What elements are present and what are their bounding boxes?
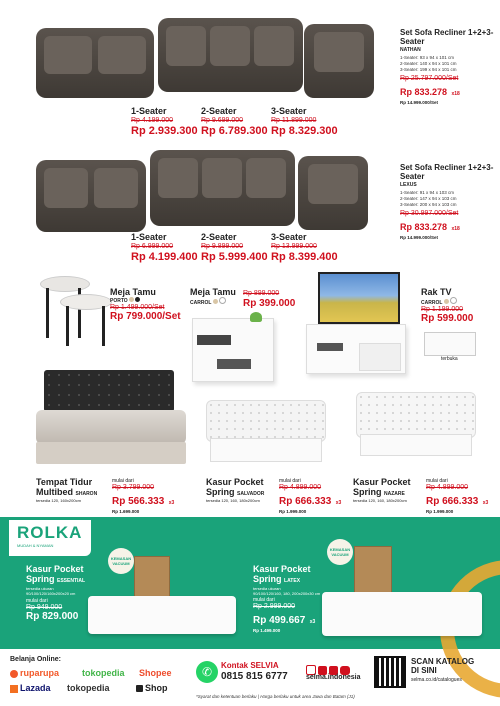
rolka-p1 xyxy=(26,564,85,622)
p1-size2: 90/100/120/160x200x20 cm xyxy=(26,591,76,596)
k1-t2: Spring xyxy=(206,487,235,497)
p1-old: Rp 949.000 xyxy=(26,604,63,611)
k1-new: Rp 666.333 xyxy=(279,496,332,507)
bed-old: Rp 3.799.000 xyxy=(112,484,155,491)
p2-t2: Spring xyxy=(253,574,282,584)
sofa2-3seater-image xyxy=(150,150,295,226)
lazada-icon xyxy=(10,685,18,693)
s2-i3-new: Rp 8.399.400 xyxy=(271,251,338,263)
social-handle: selma.indonesia xyxy=(306,674,361,681)
set1-inst: Rp 14.999.000/Set xyxy=(400,100,439,105)
p2-t1: Kasur Pocket xyxy=(253,564,311,574)
p1-from: mulai dari xyxy=(26,598,48,604)
p1-model: ESSENTIAL xyxy=(57,578,86,584)
set2-info xyxy=(400,163,495,240)
k2-new: Rp 666.333 xyxy=(426,496,479,507)
set1-old: Rp 25.797.000/Set xyxy=(400,75,459,82)
scan-title-1: SCAN KATALOG xyxy=(411,657,475,666)
porto-table-image xyxy=(40,276,110,346)
set2-dim-3: 3-Seater: 200 x 94 x 103 cm xyxy=(400,202,457,207)
sofa-3seater-image xyxy=(158,18,303,92)
set1-x: x18 xyxy=(451,91,460,97)
s2-i3-label: 3-Seater xyxy=(271,232,307,242)
tokopedia-link-1[interactable]: tokopedia xyxy=(82,668,125,678)
meja1-title: Meja Tamu xyxy=(110,287,156,297)
set1-dim-2: 2-Seater: 140 x 94 x 101 cm xyxy=(400,61,457,66)
sofa-1seater-image xyxy=(304,24,374,98)
bed-price xyxy=(112,478,174,514)
s2-i1-new: Rp 4.199.400 xyxy=(131,251,198,263)
p2-from: mulai dari xyxy=(253,597,275,603)
meja2-block xyxy=(190,287,236,306)
p2-old: Rp 2.999.000 xyxy=(253,603,296,610)
bed-t1: Tempat Tidur xyxy=(36,477,93,487)
k2-price xyxy=(426,478,488,514)
s1-i1-old: Rp 4.199.000 xyxy=(131,117,174,124)
bed-t2: Multibed xyxy=(36,487,73,497)
tv-image xyxy=(318,272,400,324)
s1-i1-new: Rp 2.939.300 xyxy=(131,125,198,137)
s1-i2-old: Rp 9.699.000 xyxy=(201,117,244,124)
set1-info xyxy=(400,28,495,105)
k2-model: NAZARE xyxy=(384,491,405,497)
belanja-label: Belanja Online: xyxy=(10,656,61,663)
ruparupa-icon xyxy=(10,670,18,678)
bed-block xyxy=(36,477,116,503)
k2-x: x3 xyxy=(482,500,489,506)
meja1-block xyxy=(110,287,181,322)
whatsapp-icon[interactable]: ✆ xyxy=(196,661,218,683)
bed-new: Rp 566.333 xyxy=(112,496,165,507)
tokopedia-link-2[interactable]: tokopedia xyxy=(67,683,110,693)
set2-dim-2: 2-Seater: 147 x 94 x 103 cm xyxy=(400,196,457,201)
rolka-logo xyxy=(9,520,91,556)
bed-size: tersedia 120, 160x200cm xyxy=(36,498,81,503)
meja1-old: Rp 1.499.000/Set xyxy=(110,304,165,311)
mattress2-image xyxy=(356,392,474,454)
k2-t1: Kasur Pocket xyxy=(353,477,411,487)
shop-bag-icon xyxy=(136,685,143,692)
plant-icon xyxy=(250,312,262,322)
s2-i1-label: 1-Seater xyxy=(131,232,167,242)
set2-model: LEXUS xyxy=(400,182,417,188)
phone-number[interactable]: 0815 815 6777 xyxy=(221,671,288,682)
bed-from: mulai dari xyxy=(112,478,134,484)
k2-inst: Rp 1.999.000 xyxy=(426,509,454,514)
k1-old: Rp 4.899.000 xyxy=(279,484,322,491)
carrol-table-image xyxy=(192,318,274,382)
k1-from: mulai dari xyxy=(279,478,301,484)
bed-x: x3 xyxy=(168,500,175,506)
scan-title-2: DI SINI xyxy=(411,666,437,675)
k1-block xyxy=(206,477,286,503)
set2-x: x18 xyxy=(451,226,460,232)
rak-model: CARROL xyxy=(421,297,473,306)
k2-old: Rp 4.899.000 xyxy=(426,484,469,491)
k2-size: tersedia 120, 160, 180x200cm xyxy=(353,498,407,503)
meja1-new: Rp 799.000/Set xyxy=(110,311,181,322)
set1-title: Set Sofa Recliner 1+2+3-Seater xyxy=(400,28,494,46)
rolka-tag: MUDAH & NYAMAN xyxy=(17,543,54,548)
k1-size: tersedia 120, 160, 180x200cm xyxy=(206,498,260,503)
meja2-old: Rp 899.000 xyxy=(243,290,280,297)
qr-code[interactable] xyxy=(374,656,406,688)
catalog-url[interactable]: selma.co.id/catalogues xyxy=(411,677,462,683)
p2-size1: tersedia ukuran xyxy=(253,586,281,591)
kontak-label: Kontak SELVIA xyxy=(221,661,279,670)
set2-old: Rp 30.997.000/Set xyxy=(400,210,459,217)
p2-size2: 90/100/120/160, 180, 200x200x30 cm xyxy=(253,591,321,596)
p2-x: x3 xyxy=(309,619,316,625)
bed-model: SHARON xyxy=(75,491,98,497)
shop-link[interactable]: Shop xyxy=(136,683,168,693)
meja2-model: CARROL xyxy=(190,297,236,306)
k2-t2: Spring xyxy=(353,487,382,497)
k1-price xyxy=(279,478,341,514)
s1-i1-label: 1-Seater xyxy=(131,106,167,116)
bed-inst: Rp 1.699.000 xyxy=(112,509,140,514)
p2-inst: Rp 1.499.000 xyxy=(253,628,281,633)
ruparupa-link[interactable]: ruparupa xyxy=(10,668,59,678)
k2-block xyxy=(353,477,433,503)
vacuum-badge-2: KEMASAN VACUUM xyxy=(327,539,353,565)
s2-i2-label: 2-Seater xyxy=(201,232,237,242)
rak-title: Rak TV xyxy=(421,287,452,297)
s2-i2-new: Rp 5.999.400 xyxy=(201,251,268,263)
set1-dim-3: 3-Seater: 199 x 94 x 101 cm xyxy=(400,67,457,72)
p2-new: Rp 499.667 xyxy=(253,615,306,626)
k1-t1: Kasur Pocket xyxy=(206,477,264,487)
rak-note: terbuka xyxy=(441,356,458,362)
p2-model: LATEX xyxy=(284,578,301,584)
lazada-link[interactable]: Lazada xyxy=(10,683,51,693)
vacuum-badge-1: KEMASAN VACUUM xyxy=(108,548,134,574)
rak-old: Rp 1.199.000 xyxy=(421,306,464,313)
s2-i1-old: Rp 6.999.000 xyxy=(131,243,174,250)
disclaimer: *Syarat dan ketentuan berlaku | Harga berlaku untuk area Jawa dan Batam (J1) xyxy=(196,694,355,699)
rolka-mattress-2 xyxy=(322,592,482,636)
k2-from: mulai dari xyxy=(426,478,448,484)
s1-i2-new: Rp 6.789.300 xyxy=(201,125,268,137)
p1-t1: Kasur Pocket xyxy=(26,564,84,574)
sofa-2seater-image xyxy=(36,28,154,98)
k1-model: SALVADOR xyxy=(237,491,265,497)
rolka-p2 xyxy=(253,564,320,633)
rolka-mattress-1 xyxy=(88,596,236,634)
shopee-link[interactable]: Shopee xyxy=(139,668,172,678)
set2-inst: Rp 14.999.000/Set xyxy=(400,235,439,240)
s1-i3-new: Rp 8.329.300 xyxy=(271,125,338,137)
s1-i2-label: 2-Seater xyxy=(201,106,237,116)
sofa2-1seater-image xyxy=(298,156,368,230)
p1-size1: tersedia ukuran xyxy=(26,586,54,591)
meja2-title: Meja Tamu xyxy=(190,287,236,297)
rolka-brand: ROLKA xyxy=(17,523,83,542)
p1-new: Rp 829.000 xyxy=(26,611,79,622)
s1-i3-label: 3-Seater xyxy=(271,106,307,116)
rak-block xyxy=(421,287,473,324)
sofa2-2seater-image xyxy=(36,160,146,232)
mattress1-image xyxy=(206,400,324,462)
s1-i3-old: Rp 11.899.000 xyxy=(271,117,317,124)
set2-dim-1: 1-Seater: 91 x 94 x 103 cm xyxy=(400,190,455,195)
meja2-new: Rp 399.000 xyxy=(243,298,296,309)
set1-new: Rp 833.278 xyxy=(400,87,448,97)
bed-image xyxy=(36,370,186,472)
set2-new: Rp 833.278 xyxy=(400,222,448,232)
set1-dim-1: 1-Seater: 93 x 94 x 101 cm xyxy=(400,55,455,60)
p1-t2: Spring xyxy=(26,574,55,584)
set1-model: NATHAN xyxy=(400,47,421,53)
meja1-model: PORTO xyxy=(110,297,181,304)
s2-i2-old: Rp 9.899.000 xyxy=(201,243,244,250)
k1-x: x3 xyxy=(335,500,342,506)
set2-title: Set Sofa Recliner 1+2+3-Seater xyxy=(400,163,494,181)
rak-open-image xyxy=(424,332,476,356)
k1-inst: Rp 1.999.000 xyxy=(279,509,307,514)
rak-new: Rp 599.000 xyxy=(421,313,474,324)
rak-tv-image xyxy=(306,324,406,374)
s2-i3-old: Rp 13.999.000 xyxy=(271,243,317,250)
